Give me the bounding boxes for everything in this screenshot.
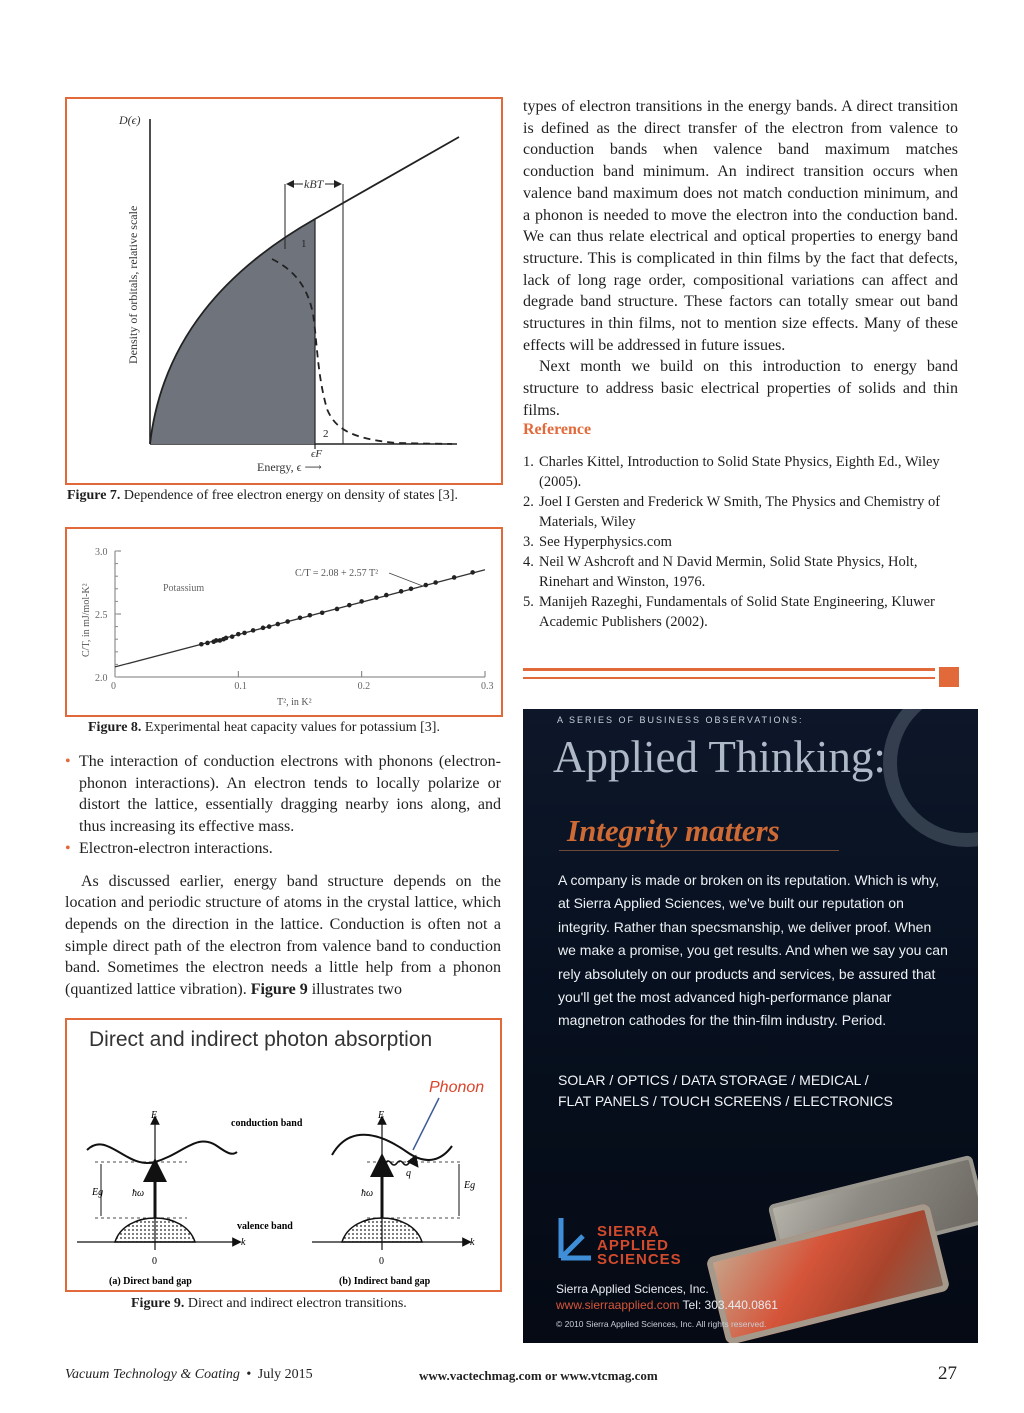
ad-logo-icon — [551, 1214, 597, 1270]
fig7-y-symbol: D(ϵ) — [119, 113, 141, 127]
ad-logo-line-1: SIERRA — [597, 1223, 660, 1240]
reference-item: 5. Manijeh Razeghi, Fundamentals of Solid State Engineering, Kluwer Academic Publishers (2002). — [523, 594, 935, 630]
fig9-sub-b: (b) Indirect band gap — [339, 1276, 431, 1287]
fig9-indirect-diagram — [312, 1110, 475, 1287]
fig8-fit-label: C/T = 2.08 + 2.57 T² — [295, 568, 379, 579]
figure-9-caption-text: Direct and indirect electron transitions. — [184, 1296, 407, 1311]
page-number: 27 — [938, 1363, 957, 1384]
ad-logo-line-3: SCIENCES — [597, 1251, 682, 1268]
ad-subhead-rule — [559, 850, 839, 851]
fig9b-q-label: q — [406, 1168, 411, 1179]
reference-item: 4. Neil W Ashcroft and N David Mermin, Solid State Physics, Holt, Rinehart and Winston, 1976. — [523, 554, 918, 590]
divider-square — [939, 667, 959, 687]
fig8-data-point — [374, 595, 379, 600]
reference-item: 2. Joel I Gersten and Frederick W Smith, The Physics and Chemistry of Materials, Wiley — [523, 494, 941, 530]
reference-item: 3. See Hyperphysics.com — [523, 534, 672, 550]
section-divider-lower — [523, 677, 935, 679]
ad-markets-line-2: FLAT PANELS / TOUCH SCREENS / ELECTRONICS — [558, 1093, 893, 1109]
right-paragraph-1: types of electron transitions in the energy bands. A direct transition is defined as the direct transfer of the electron from valence to conduction bands when valence band maximum matches conduction band minimum. An indirect transition occurs when valence band maximum does not match conduction minimum, and a phonon is needed to move the electron into the conduction band. We can thus relate electrical and optical properties to energy band structure. This is complicated in thin films by the fact that defects, lack of long rage order, compositional variations can affect and degrade band structure. These factors can totally smear out band structures in thin films, not to mention size effects. Many of these effects will be addressed in future issues. — [523, 98, 958, 354]
ad-body-text: A company is made or broken on its reputation. Which is why, at Sierra Applied Sciences, we've built our reputation on integrity. Rather than specsmanship, we deliver proof. When we make a promise, you get results. And when we say you can rely absolutely on our products and services, be assured that you'll get the most advanced high-performance planar magnetron cathodes for the thin-film industry. Period. — [558, 872, 948, 1029]
reference-item: 1. Charles Kittel, Introduction to Solid State Physics, Eighth Ed., Wiley (2005). — [523, 454, 940, 490]
fig8-fit-pointer — [389, 573, 423, 586]
fig9a-eg-label: Eg — [92, 1187, 104, 1198]
fig8-x-tick-label: 0.2 — [357, 681, 371, 692]
fig8-data-point — [347, 603, 352, 608]
figure-8-chart — [67, 529, 501, 715]
fig8-data-point — [276, 622, 281, 627]
fig8-data-point — [409, 587, 414, 592]
fig8-data-point — [285, 619, 290, 624]
fig8-data-point — [308, 613, 313, 618]
fig8-data-point — [224, 636, 229, 641]
fig9b-zero-label: 0 — [379, 1256, 384, 1267]
fig7-curve-2-label: 2 — [323, 428, 329, 440]
figure-7-caption — [67, 487, 507, 505]
fig9b-k-label: k — [470, 1237, 475, 1248]
fig9-title: Direct and indirect photon absorption — [89, 1028, 433, 1051]
fig8-data-point — [236, 632, 241, 637]
footer-issue: July 2015 — [257, 1367, 313, 1382]
left-paragraph-figure-ref: Figure 9 — [250, 981, 308, 999]
fig8-y-tick-label: 3.0 — [95, 547, 108, 558]
fig9a-k-label: k — [241, 1237, 246, 1248]
fig8-sample-label: Potassium — [163, 583, 205, 594]
fig8-x-tick-label: 0.1 — [234, 681, 247, 692]
fig8-data-point — [205, 641, 210, 646]
fig8-y-axis-label: C/T, in mJ/mol-K² — [81, 583, 92, 657]
fig8-data-point — [261, 626, 266, 631]
fig7-occupied-region — [150, 219, 315, 444]
fig8-data-point — [251, 628, 256, 633]
fig7-ef-label: ϵF — [311, 448, 323, 460]
figure-9-diagram — [67, 1020, 500, 1290]
ad-logo-text — [597, 1225, 682, 1267]
fig9-sub-a: (a) Direct band gap — [109, 1276, 192, 1287]
fig7-kbt-label: kBT — [304, 177, 324, 191]
fig8-data-point — [242, 631, 247, 636]
ad-website-link[interactable]: www.sierraapplied.com — [556, 1298, 680, 1312]
fig7-x-axis-label: Energy, ϵ ⟶ — [257, 460, 322, 474]
ad-telephone: Tel: 303.440.0861 — [682, 1298, 778, 1312]
ad-subhead: Integrity matters — [567, 813, 780, 848]
fig9-phonon-label: Phonon — [429, 1079, 485, 1096]
fig8-data-point — [470, 570, 475, 575]
ad-series-line: A SERIES OF BUSINESS OBSERVATIONS: — [557, 715, 804, 725]
fig8-x-tick-label: 0 — [111, 681, 116, 692]
fig8-data-point — [335, 607, 340, 612]
fig7-curve-1-label: 1 — [301, 238, 307, 250]
reference-heading: Reference — [523, 421, 592, 438]
ad-markets-line-1: SOLAR / OPTICS / DATA STORAGE / MEDICAL / — [558, 1072, 869, 1088]
ad-copyright: © 2010 Sierra Applied Sciences, Inc. All rights reserved. — [556, 1319, 767, 1329]
fig8-data-point — [424, 583, 429, 588]
fig9a-zero-label: 0 — [152, 1256, 157, 1267]
ad-decor-ring — [883, 709, 978, 847]
bullet-item: • Electron-electron interactions. — [65, 838, 501, 860]
ad-headline: Applied Thinking: — [553, 732, 886, 782]
fig8-x-tick-label: 0.3 — [481, 681, 494, 692]
fig8-data-point — [230, 634, 235, 639]
bullet-item: • The interaction of conduction electrons with phonons (electron-phonon interactions). An electron tends to locally polarize or distort the lattice, essentially dragging nearby ions along, and thus increasing its effective mass. — [65, 751, 501, 838]
fig8-data-point — [452, 575, 457, 580]
figure-8-caption-text: Experimental heat capacity values for potassium [3]. — [141, 720, 440, 735]
figure-7-plot — [67, 99, 501, 483]
fig9-valence-band-label: valence band — [237, 1221, 293, 1232]
figure-7-caption-label: Figure 7. — [67, 488, 121, 503]
left-paragraph-end: illustrates two — [307, 981, 402, 999]
footer-separator: • — [246, 1367, 252, 1382]
fig7-y-axis-label: Density of orbitals, relative scale — [126, 205, 140, 364]
ad-contact-line — [556, 1298, 778, 1312]
figure-9-frame — [65, 1018, 502, 1292]
figure-8-caption — [88, 719, 508, 737]
footer-journal-title: Vacuum Technology & Coating — [65, 1367, 240, 1382]
fig8-y-tick-label: 2.5 — [95, 610, 108, 621]
left-paragraph-start: As discussed earlier, energy band structure depends on the location and periodic structure of atoms in the crystal lattice, which depends on the direction in the lattice. Conduction is often not a simple direct path of the electron from valence band to conduction band. Sometimes the electron needs a little help from a phonon (quantized lattice vibration). — [65, 872, 501, 999]
fig8-data-point — [199, 642, 204, 647]
left-paragraph — [65, 871, 501, 1001]
fig8-data-point — [384, 593, 389, 598]
left-column-text — [65, 751, 501, 1001]
fig9b-e-label: E — [378, 1110, 385, 1121]
fig8-data-point — [433, 580, 438, 585]
bullet-list — [65, 751, 501, 860]
fig8-data-point — [359, 599, 364, 604]
fig8-data-point — [320, 610, 325, 615]
figure-8-caption-label: Figure 8. — [88, 720, 142, 735]
figure-8-frame — [65, 527, 503, 717]
fig9-conduction-band-label: conduction band — [231, 1118, 303, 1129]
fig8-y-tick-label: 2.0 — [95, 673, 108, 684]
figure-9-caption — [131, 1295, 511, 1313]
fig9b-eg-label: Eg — [464, 1180, 476, 1191]
fig9a-hw-label: ħω — [132, 1188, 145, 1199]
sierra-advertisement[interactable] — [523, 709, 978, 1343]
footer-journal — [65, 1367, 313, 1383]
fig9b-hw-label: ħω — [361, 1188, 374, 1199]
fig9-direct-diagram — [77, 1110, 246, 1287]
fig8-data-point — [298, 615, 303, 620]
ad-company-name: Sierra Applied Sciences, Inc. — [556, 1282, 709, 1296]
fig8-data-point — [399, 589, 404, 594]
figure-9-caption-label: Figure 9. — [131, 1296, 185, 1311]
right-paragraph-2: Next month we build on this introduction to energy band structure to address basic electrical properties of solids and thin films. — [523, 358, 958, 419]
fig9a-e-label: E — [151, 1110, 158, 1121]
footer-urls[interactable]: www.vactechmag.com or www.vtcmag.com — [419, 1368, 658, 1383]
section-divider — [523, 668, 935, 671]
fig9-phonon-pointer — [413, 1098, 439, 1150]
figure-7-frame — [65, 97, 503, 485]
reference-list — [523, 452, 959, 632]
ad-logo-line-2: APPLIED — [597, 1237, 670, 1254]
figure-7-caption-text: Dependence of free electron energy on density of states [3]. — [120, 488, 458, 503]
fig8-x-axis-label: T², in K² — [277, 697, 312, 708]
fig8-data-point — [267, 624, 272, 629]
right-column-text — [523, 96, 958, 422]
